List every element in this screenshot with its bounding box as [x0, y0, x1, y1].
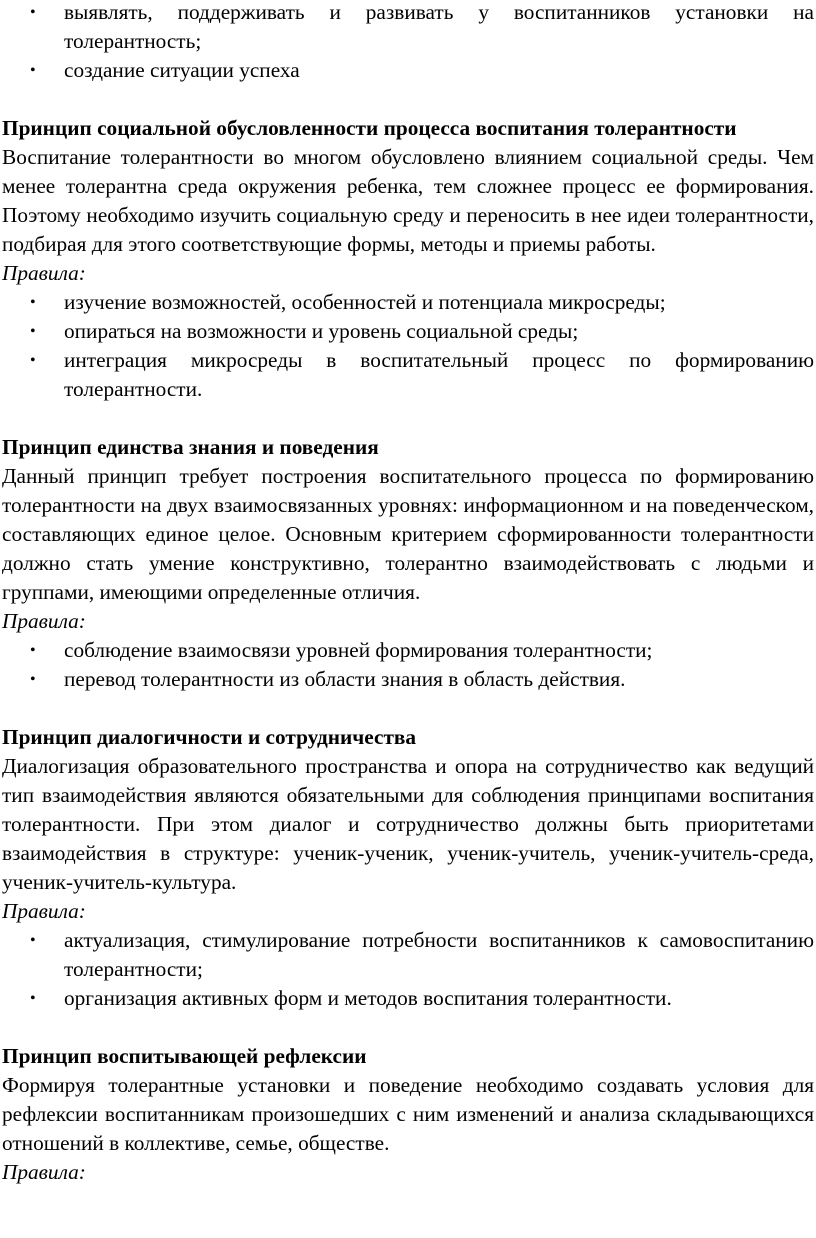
rules-label: Правила:	[2, 261, 86, 285]
rules-list	[2, 926, 814, 1013]
rules-label: Правила:	[2, 899, 86, 923]
list-item: • актуализация, стимулирование потребности воспитанников к самовоспитанию толерантности;	[64, 926, 814, 984]
section-heading: Принцип воспитывающей рефлексии	[2, 1044, 367, 1068]
section-body: Данный принцип требует построения воспитательного процесса по формированию толерантности на двух взаимосвязанных уровнях: информационном и на поведенческом, составляющих единое целое. Основным критерием сформированности толерантности должно стать умение конструктивно, толерантно взаимодействовать с людьми и группами, имеющими определенные отличия.	[2, 464, 814, 604]
section-body: Формируя толерантные установки и поведение необходимо создавать условия для рефлексии воспитанникам произошедших с ним изменений и анализа складывающихся отношений в коллективе, семье, обществе.	[2, 1073, 814, 1155]
intro-bullet-list	[2, 0, 814, 85]
section-reflection	[2, 1042, 814, 1187]
section-social-conditioning	[2, 114, 814, 404]
rules-label: Правила:	[2, 1160, 86, 1184]
list-item: • опираться на возможности и уровень социальной среды;	[64, 317, 814, 346]
list-item: • перевод толерантности из области знания в область действия.	[64, 665, 814, 694]
section-body: Диалогизация образовательного пространства и опора на сотрудничество как ведущий тип взаимодействия являются обязательными для соблюдения принципами воспитания толерантности. При этом диалог и сотрудничество должны быть приоритетами взаимодействия в структуре: ученик-ученик, ученик-учитель, ученик-учитель-среда, ученик-учитель-культура.	[2, 754, 814, 894]
list-item: • интеграция микросреды в воспитательный процесс по формированию толерантности.	[64, 346, 814, 404]
section-heading: Принцип единства знания и поведения	[2, 435, 379, 459]
list-item: • создание ситуации успеха	[64, 56, 814, 85]
list-item: • изучение возможностей, особенностей и потенциала микросреды;	[64, 288, 814, 317]
section-heading: Принцип диалогичности и сотрудничества	[2, 725, 417, 749]
rules-label: Правила:	[2, 609, 86, 633]
rules-list	[2, 636, 814, 694]
section-dialogue-cooperation	[2, 723, 814, 1013]
section-body: Воспитание толерантности во многом обусловлено влиянием социальной среды. Чем менее толерантна среда окружения ребенка, тем сложнее процесс ее формирования. Поэтому необходимо изучить социальную среду и переносить в нее идеи толерантности, подбирая для этого соответствующие формы, методы и приемы работы.	[2, 145, 814, 256]
list-item: • организация активных форм и методов воспитания толерантности.	[64, 984, 814, 1013]
list-item: • выявлять, поддерживать и развивать у воспитанников установки на толерантность;	[64, 0, 814, 56]
rules-list	[2, 288, 814, 404]
section-heading: Принцип социальной обусловленности процесса воспитания толерантности	[2, 116, 737, 140]
section-knowledge-behavior	[2, 433, 814, 694]
list-item: • соблюдение взаимосвязи уровней формирования толерантности;	[64, 636, 814, 665]
